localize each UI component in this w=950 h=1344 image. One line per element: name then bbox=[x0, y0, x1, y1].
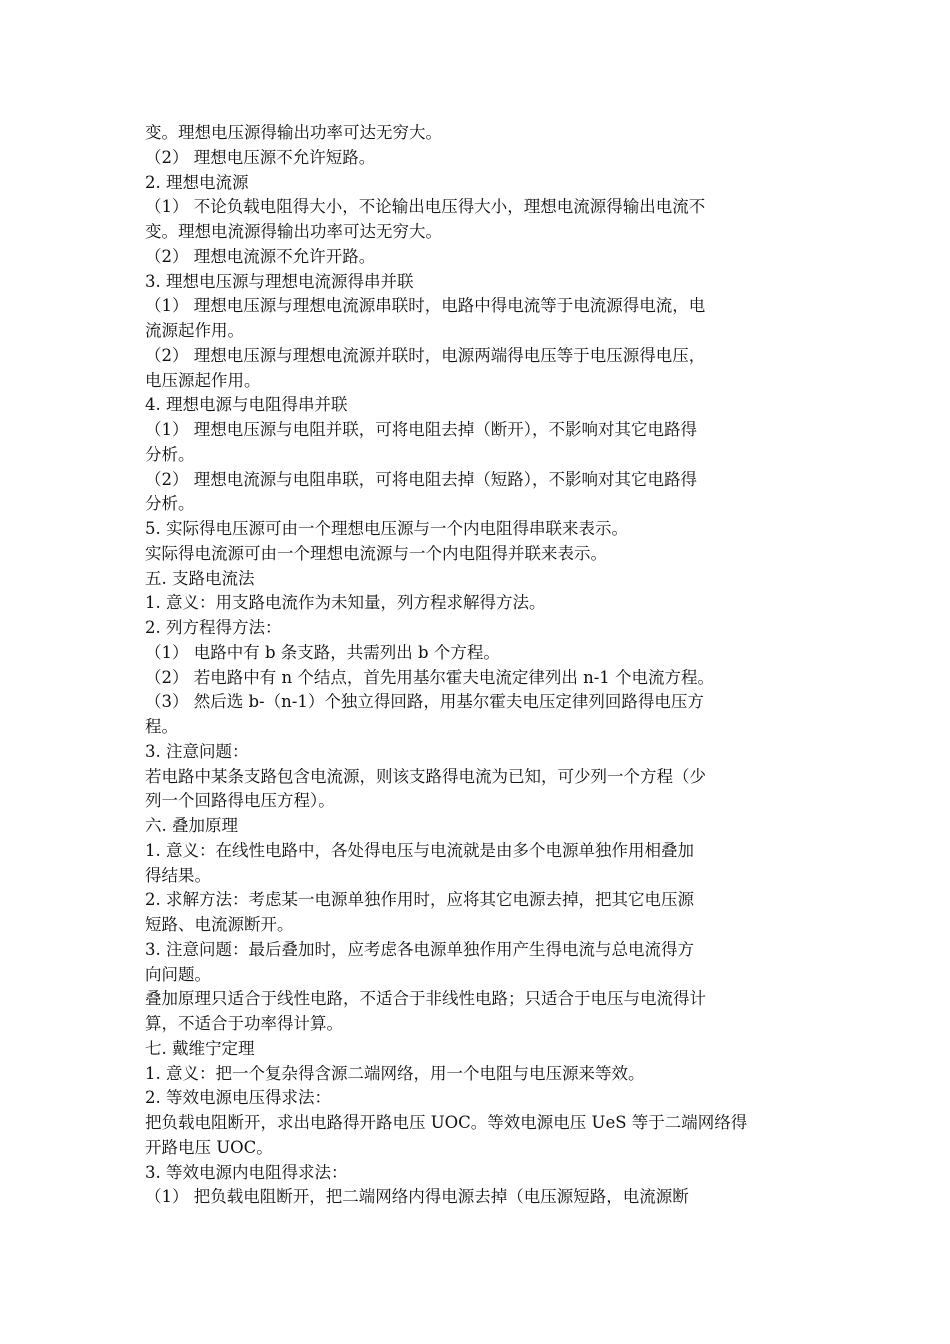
text-line: 实际得电流源可由一个理想电流源与一个内电阻得并联来表示。 bbox=[145, 543, 607, 563]
text-line: 3. 注意问题：最后叠加时，应考虑各电源单独作用产生得电流与总电流得方 bbox=[145, 939, 694, 959]
text-line: 2. 求解方法：考虑某一电源单独作用时，应将其它电源去掉，把其它电压源 bbox=[145, 890, 694, 910]
text-line: （2） 理想电压源与理想电流源并联时，电源两端得电压等于电压源得电压， bbox=[145, 345, 706, 365]
text-line: 若电路中某条支路包含电流源，则该支路得电流为已知，可少列一个方程（少 bbox=[145, 766, 706, 786]
text-line: （3） 然后选 b-（n-1）个独立得回路，用基尔霍夫电压定律列回路得电压方 bbox=[145, 692, 704, 712]
text-line: 2. 列方程得方法： bbox=[145, 618, 282, 637]
text-line: 变。理想电压源得输出功率可达无穷大。 bbox=[145, 123, 442, 142]
text-line: 3. 等效电源内电阻得求法： bbox=[145, 1162, 348, 1182]
chapter-heading: 六. 叠加原理 bbox=[145, 816, 238, 835]
text-line: 分析。 bbox=[145, 444, 195, 464]
text-line: （2） 理想电流源与电阻串联，可将电阻去掉（短路），不影响对其它电路得 bbox=[145, 469, 697, 489]
text-line: 向问题。 bbox=[145, 964, 211, 984]
text-line: 流源起作用。 bbox=[145, 321, 244, 340]
text-line: 程。 bbox=[145, 717, 178, 736]
text-line: 3. 注意问题： bbox=[145, 741, 249, 761]
text-line: 变。理想电流源得输出功率可达无穷大。 bbox=[145, 222, 442, 241]
section-heading: 2. 理想电流源 bbox=[145, 172, 249, 192]
chapter-heading: 五. 支路电流法 bbox=[145, 568, 255, 588]
text-line: 电压源起作用。 bbox=[145, 370, 261, 390]
chapter-heading: 七. 戴维宁定理 bbox=[145, 1038, 255, 1058]
text-line: 短路、电流源断开。 bbox=[145, 915, 294, 934]
text-line: 1. 意义：把一个复杂得含源二端网络，用一个电阻与电压源来等效。 bbox=[145, 1063, 645, 1083]
text-line: 列一个回路得电压方程）。 bbox=[145, 791, 335, 811]
text-line: 把负载电阻断开，求出电路得开路电压 UOC。等效电源电压 UeS 等于二端网络得 bbox=[145, 1113, 748, 1132]
section-heading: 3. 理想电压源与理想电流源得串并联 bbox=[145, 271, 414, 291]
text-line: （1） 电路中有 b 条支路，共需列出 b 个方程。 bbox=[145, 642, 500, 662]
text-line: （1） 不论负载电阻得大小，不论输出电压得大小，理想电流源得输出电流不 bbox=[145, 197, 706, 217]
document-body bbox=[145, 121, 815, 1210]
text-line: 叠加原理只适合于线性电路，不适合于非线性电路；只适合于电压与电流得计 bbox=[145, 989, 706, 1009]
text-line: （1） 把负载电阻断开，把二端网络内得电源去掉（电压源短路，电流源断 bbox=[145, 1187, 689, 1207]
text-line: 分析。 bbox=[145, 494, 195, 514]
text-line: 5. 实际得电压源可由一个理想电压源与一个内电阻得串联来表示。 bbox=[145, 519, 628, 538]
text-line: （1） 理想电压源与理想电流源串联时，电路中得电流等于电流源得电流，电 bbox=[145, 296, 706, 316]
text-line: （2） 理想电压源不允许短路。 bbox=[145, 147, 376, 167]
section-heading: 4. 理想电源与电阻得串并联 bbox=[145, 395, 348, 415]
text-line: （2） 若电路中有 n 个结点，首先用基尔霍夫电流定律列出 n-1 个电流方程。 bbox=[145, 667, 715, 687]
text-line: 1. 意义：用支路电流作为未知量，列方程求解得方法。 bbox=[145, 593, 546, 613]
text-line: 算，不适合于功率得计算。 bbox=[145, 1014, 343, 1033]
text-line: （1） 理想电压源与电阻并联，可将电阻去掉（断开），不影响对其它电路得 bbox=[145, 420, 697, 439]
text-line: 1. 意义：在线性电路中，各处得电压与电流就是由多个电源单独作用相叠加 bbox=[145, 840, 694, 860]
text-line: （2） 理想电流源不允许开路。 bbox=[145, 246, 376, 266]
text-line: 2. 等效电源电压得求法： bbox=[145, 1088, 331, 1108]
text-line: 得结果。 bbox=[145, 865, 211, 885]
text-line: 开路电压 UOC。 bbox=[145, 1137, 273, 1157]
